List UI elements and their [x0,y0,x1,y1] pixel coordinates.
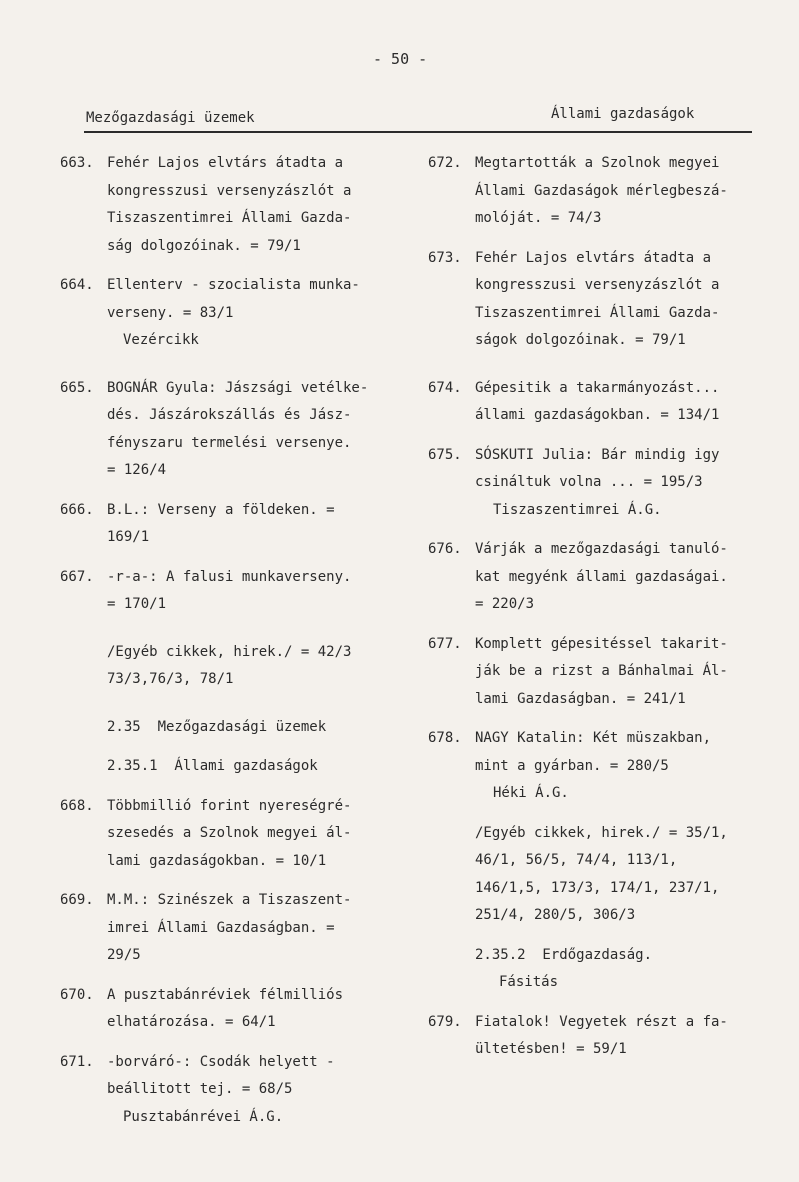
entry-line: kongresszusi versenyzászlót a [475,277,720,293]
subsection-subheading: Fásitás [499,974,559,990]
entry-note: Vezércikk [123,332,199,348]
spacer [428,930,768,942]
entry-note: Héki Á.G. [493,785,569,801]
entry-line: Komplett gépesitéssel takarit- [475,635,728,652]
entry-line: A pusztabánréviek félmilliós [107,986,344,1003]
other-line: 46/1, 56/5, 74/4, 113/1, [475,852,678,868]
entry-672 [428,150,768,233]
spacer [60,694,390,714]
entry-668 [60,793,390,876]
entry-line: Többmillió forint nyereségré- [107,797,352,814]
entry-number: 674. [428,379,462,396]
entry-667 [60,564,390,619]
entry-line: -r-a-: A falusi munkaverseny. [107,568,352,585]
entry-line: -borváró-: Csodák helyett - [107,1053,335,1070]
spacer [60,355,390,375]
entry-line: ültetésben! = 59/1 [475,1041,627,1057]
entry-line: fényszaru termelési versenye. [107,434,352,451]
other-line: 146/1,5, 173/3, 174/1, 237/1, [475,879,720,896]
entry-number: 669. [60,892,94,908]
entry-number: 663. [60,155,94,171]
header-right: Állami gazdaságok [551,106,695,122]
spacer [60,741,390,753]
entry-678 [428,725,768,808]
entry-669 [60,887,390,970]
page-number: - 50 - [373,50,428,68]
entry-line: Várják a mezőgazdasági tanuló- [475,541,728,557]
entry-number: 672. [428,155,462,171]
entry-line: szesedés a Szolnok megyei ál- [107,825,352,841]
entry-663 [60,150,390,260]
entry-line: ság dolgozóinak. = 79/1 [107,237,301,254]
entry-line: = 220/3 [475,596,535,612]
entry-line: BOGNÁR Gyula: Jászsági vetélke- [107,379,369,396]
spacer [60,781,390,793]
entry-line: elhatározása. = 64/1 [107,1014,276,1030]
entry-line: Tiszaszentimrei Állami Gazda- [107,210,352,226]
entry-line: = 170/1 [107,596,167,612]
entry-number: 676. [428,541,462,557]
entry-679 [428,1009,768,1064]
entry-line: Ellenterv - szocialista munka- [107,277,360,293]
entry-line: NAGY Katalin: Két müszakban, [475,730,712,746]
spacer [428,619,768,631]
entry-line: állami gazdaságokban. = 134/1 [475,407,720,423]
section-heading: 2.35 Mezőgazdasági üzemek [107,718,327,735]
spacer [60,875,390,887]
entry-number: 671. [60,1053,94,1070]
spacer [428,355,768,375]
entry-number: 664. [60,277,94,293]
spacer [428,713,768,725]
entry-line: mint a gyárban. = 280/5 [475,757,669,774]
other-line: 73/3,76/3, 78/1 [107,671,234,687]
entry-676 [428,536,768,619]
entry-line: Megtartották a Szolnok megyei [475,155,720,171]
other-articles [428,820,768,930]
entry-line: M.M.: Szinészek a Tiszaszent- [107,892,352,908]
entry-number: 678. [428,730,462,746]
entry-line: 169/1 [107,529,150,545]
spacer [428,808,768,820]
entry-666 [60,497,390,552]
entry-line: = 126/4 [107,462,167,478]
header-rule [84,131,752,133]
entry-line: Fehér Lajos elvtárs átadta a [107,155,344,171]
entry-665 [60,375,390,485]
entry-664 [60,272,390,355]
entry-line: Gépesitik a takarmányozást... [475,379,720,396]
entry-number: 675. [428,446,462,463]
entry-number: 677. [428,635,462,652]
entry-note: Pusztabánrévei Á.G. [123,1108,284,1125]
entry-line: Tiszaszentimrei Állami Gazda- [475,304,720,321]
entry-line: beállitott tej. = 68/5 [107,1081,293,1097]
spacer [428,524,768,536]
entry-674 [428,375,768,430]
spacer [428,430,768,442]
other-articles [60,639,390,694]
entry-number: 668. [60,797,94,814]
entry-number: 667. [60,568,94,585]
entry-number: 670. [60,986,94,1003]
spacer [428,233,768,245]
spacer [60,1037,390,1049]
entry-line: Fehér Lajos elvtárs átadta a [475,249,712,266]
other-line: /Egyéb cikkek, hirek./ = 35/1, [475,824,728,841]
entry-line: B.L.: Verseny a földeken. = [107,501,335,518]
entry-note: Tiszaszentimrei Á.G. [493,501,662,518]
entry-line: lami gazdaságokban. = 10/1 [107,852,327,869]
entry-line: molóját. = 74/3 [475,210,602,226]
right-column [428,150,768,1064]
entry-number: 666. [60,501,94,518]
spacer [428,997,768,1009]
spacer [60,552,390,564]
entry-line: SÓSKUTI Julia: Bár mindig igy [475,446,720,463]
spacer [60,970,390,982]
spacer [60,619,390,639]
spacer [60,260,390,272]
entry-line: Fiatalok! Vegyetek részt a fa- [475,1013,728,1030]
entry-671 [60,1049,390,1132]
entry-line: ságok dolgozóinak. = 79/1 [475,332,686,348]
entry-line: Állami Gazdaságok mérlegbeszá- [475,182,728,199]
other-line: 251/4, 280/5, 306/3 [475,907,636,923]
header-left: Mezőgazdasági üzemek [86,110,255,126]
entry-line: kat megyénk állami gazdaságai. [475,568,728,585]
entry-677 [428,631,768,714]
spacer [60,485,390,497]
entry-line: verseny. = 83/1 [107,304,234,321]
entry-line: imrei Állami Gazdaságban. = [107,919,335,936]
entry-line: dés. Jászárokszállás és Jász- [107,407,352,423]
subsection-heading: 2.35.1 Állami gazdaságok [107,758,318,774]
entry-number: 665. [60,379,94,396]
other-line: /Egyéb cikkek, hirek./ = 42/3 [107,643,352,660]
subsection-heading: 2.35.2 Erdőgazdaság. [475,946,653,963]
entry-line: 29/5 [107,947,141,963]
entry-number: 673. [428,249,462,266]
entry-673 [428,245,768,355]
entry-line: csináltuk volna ... = 195/3 [475,474,703,490]
entry-675 [428,442,768,525]
entry-670 [60,982,390,1037]
entry-number: 679. [428,1013,462,1030]
entry-line: kongresszusi versenyzászlót a [107,182,352,199]
entry-line: lami Gazdaságban. = 241/1 [475,690,686,707]
left-column [60,150,390,1131]
entry-line: ják be a rizst a Bánhalmai Ál- [475,663,728,679]
